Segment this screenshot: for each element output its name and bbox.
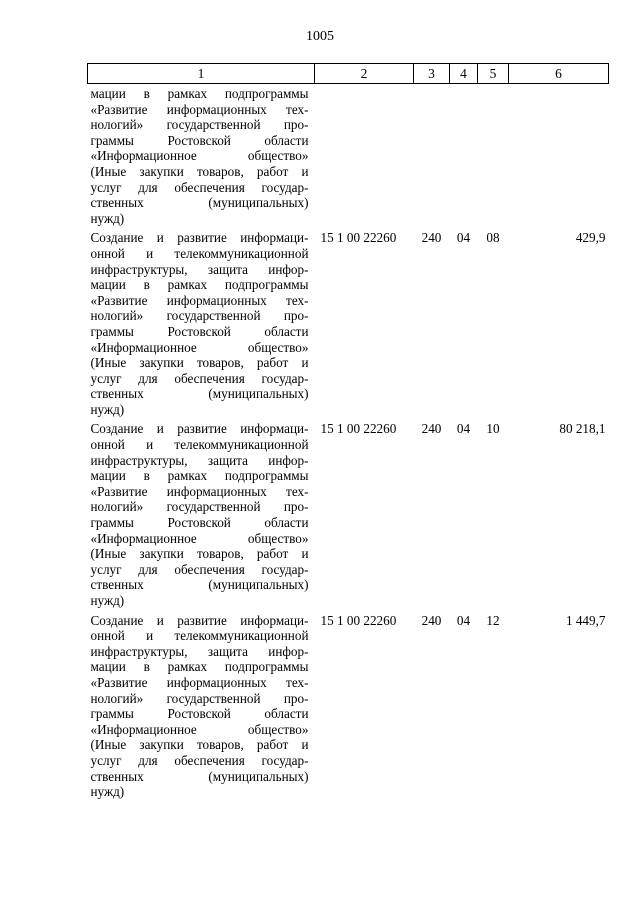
description-line: граммы Ростовской области xyxy=(90,706,309,722)
description-line: «Информационное общество» xyxy=(90,339,309,355)
description-line: (Иные закупки товаров, работ и xyxy=(90,546,309,562)
description-line: услуг для обеспечения государ- xyxy=(90,561,309,577)
section-code xyxy=(450,84,478,227)
row-description xyxy=(88,84,315,227)
description-line: «Развитие информационных тех- xyxy=(90,101,309,117)
description-line: мации в рамках подпрограммы xyxy=(90,86,309,101)
description-line: онной и телекоммуникационной xyxy=(90,628,309,644)
description-line: «Информационное общество» xyxy=(90,148,309,164)
description-line: (Иные закупки товаров, работ и xyxy=(90,355,309,371)
description-line: услуг для обеспечения государ- xyxy=(90,370,309,386)
amount-value xyxy=(509,84,609,227)
column-header: 5 xyxy=(478,64,509,84)
description-line: граммы Ростовской области xyxy=(90,515,309,531)
amount-value: 80 218,1 xyxy=(559,421,606,437)
row-description xyxy=(88,226,315,417)
description-line: «Информационное общество» xyxy=(90,721,309,737)
subsection-code: 10 xyxy=(486,421,500,437)
description-line: мации в рамках подпрограммы xyxy=(90,659,309,675)
description-line: онной и телекоммуникационной xyxy=(90,437,309,453)
description-line: нологий» государственной про- xyxy=(90,117,309,133)
row-description xyxy=(88,417,315,608)
section-code: 04 xyxy=(456,421,471,437)
column-header: 1 xyxy=(88,64,315,84)
description-line: мации в рамках подпрограммы xyxy=(90,468,309,484)
amount-value: 1 449,7 xyxy=(565,612,606,628)
column-header: 6 xyxy=(509,64,609,84)
budget-table xyxy=(87,63,609,800)
description-line: нужд) xyxy=(90,784,125,800)
description-line: нологий» государственной про- xyxy=(90,499,309,515)
description-line: граммы Ростовской области xyxy=(90,132,309,148)
expense-type-code: 240 xyxy=(421,230,442,246)
target-article-code: 15 1 00 22260 xyxy=(320,612,397,628)
column-header: 2 xyxy=(315,64,414,84)
description-line: услуг для обеспечения государ- xyxy=(90,179,309,195)
description-line: услуг для обеспечения государ- xyxy=(90,752,309,768)
expense-type-code: 240 xyxy=(421,421,442,437)
table-row xyxy=(88,609,609,800)
description-line: Создание и развитие информаци- xyxy=(90,612,309,628)
column-header: 4 xyxy=(450,64,478,84)
table-header-row xyxy=(88,64,609,84)
description-line: Создание и развитие информаци- xyxy=(90,421,309,437)
description-line: (Иные закупки товаров, работ и xyxy=(90,163,309,179)
description-line: нологий» государственной про- xyxy=(90,690,309,706)
description-line: ственных (муниципальных) xyxy=(90,768,309,784)
description-line: мации в рамках подпрограммы xyxy=(90,277,309,293)
table-row xyxy=(88,84,609,227)
description-line: нужд) xyxy=(90,210,125,226)
description-line: онной и телекоммуникационной xyxy=(90,245,309,261)
table-row xyxy=(88,226,609,417)
description-line: инфраструктуры, защита инфор- xyxy=(90,452,309,468)
description-line: «Развитие информационных тех- xyxy=(90,483,309,499)
target-article-code xyxy=(315,84,414,227)
description-line: «Развитие информационных тех- xyxy=(90,292,309,308)
description-line: нологий» государственной про- xyxy=(90,308,309,324)
row-description xyxy=(88,609,315,800)
subsection-code: 12 xyxy=(486,612,500,628)
description-line: Создание и развитие информаци- xyxy=(90,230,309,246)
page-number: 1005 xyxy=(306,29,334,44)
description-line: ственных (муниципальных) xyxy=(90,577,309,593)
subsection-code xyxy=(478,84,509,227)
column-header: 3 xyxy=(414,64,450,84)
target-article-code: 15 1 00 22260 xyxy=(320,230,397,246)
description-line: граммы Ростовской области xyxy=(90,323,309,339)
description-line: ственных (муниципальных) xyxy=(90,386,309,402)
description-line: «Информационное общество» xyxy=(90,530,309,546)
section-code: 04 xyxy=(456,230,471,246)
target-article-code: 15 1 00 22260 xyxy=(320,421,397,437)
expense-type-code xyxy=(414,84,450,227)
table-row xyxy=(88,417,609,608)
description-line: инфраструктуры, защита инфор- xyxy=(90,261,309,277)
description-line: нужд) xyxy=(90,593,125,608)
subsection-code: 08 xyxy=(486,230,500,246)
description-line: инфраструктуры, защита инфор- xyxy=(90,643,309,659)
description-line: (Иные закупки товаров, работ и xyxy=(90,737,309,753)
expense-type-code: 240 xyxy=(421,612,442,628)
section-code: 04 xyxy=(456,612,471,628)
description-line: нужд) xyxy=(90,401,125,417)
amount-value: 429,9 xyxy=(575,230,606,246)
description-line: ственных (муниципальных) xyxy=(90,195,309,211)
description-line: «Развитие информационных тех- xyxy=(90,674,309,690)
